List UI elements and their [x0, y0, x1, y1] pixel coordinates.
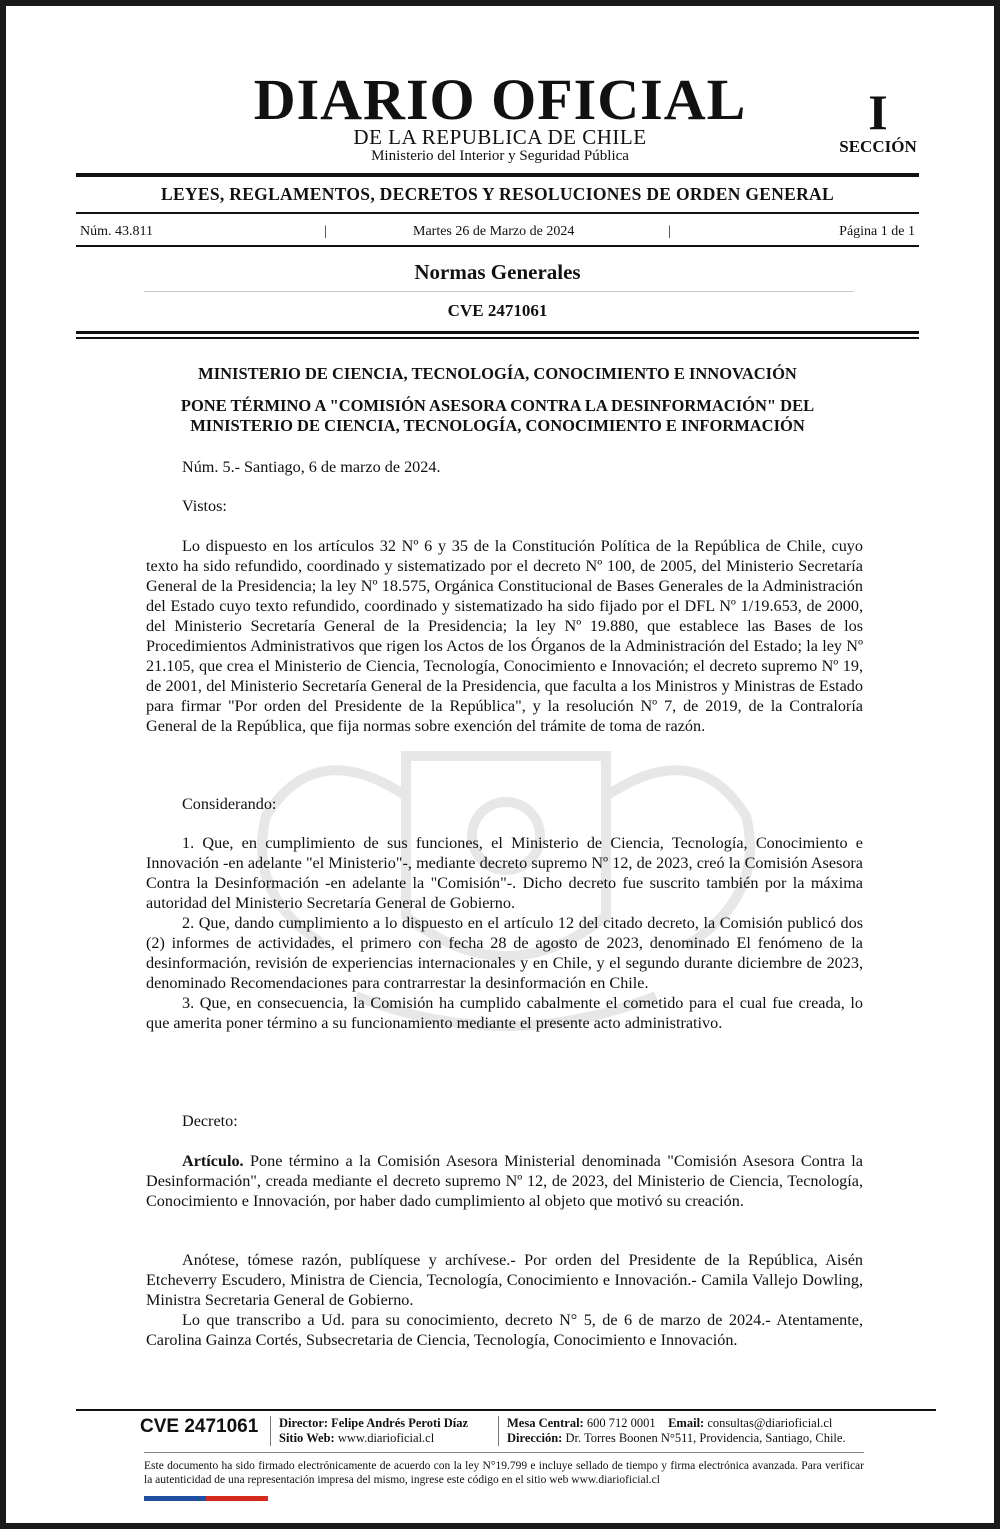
opening-line: Núm. 5.- Santiago, 6 de marzo de 2024.	[182, 458, 441, 476]
decree-title-line: PONE TÉRMINO A "COMISIÓN ASESORA CONTRA LA DESINFORMACIÓN" DEL	[180, 396, 815, 415]
vistos-paragraph: Lo dispuesto en los artículos 32 Nº 6 y 35 de la Constitución Política de la República de Chile, cuyo texto ha sido refundido, coordinado y sistematizado por el decreto Nº 100, de 2005, del Ministerio Secretaría General de la Presidencia; la ley Nº 18.575, Orgánica Constitucional de Bases Generales de la Administración del Estado cuyo texto refundido, coordinado y sistematizado ha sido fijado por el DFL Nº 1/19.653, de 2000, del Ministerio Secretaría General de la Presidencia; la ley Nº 19.880, que establece las Bases de los Procedimientos Administrativos que rigen los Actos de los Órganos de la Administración del Estado; la ley Nº 21.105, que crea el Ministerio de Ciencia, Tecnología, Conocimiento e Innovación; el decreto supremo Nº 19, de 2001, del Ministerio Secretaría General de la Presidencia, que faculta a los Ministros y Ministras de Estado para firmar "Por orden del Presidente de la República", y la resolución Nº 7, de 2019, de la Contraloría General de la República, que fija normas sobre exención del trámite de toma de razón.	[146, 537, 863, 735]
issue-number: Núm. 43.811	[80, 224, 153, 239]
banner-title: LEYES, REGLAMENTOS, DECRETOS Y RESOLUCIONES DE ORDEN GENERAL	[161, 184, 834, 204]
director-label: Director:	[279, 1416, 329, 1430]
masthead-subtitle: DE LA REPUBLICA DE CHILE	[353, 125, 647, 149]
considerando-block	[146, 833, 863, 1033]
director-name: Felipe Andrés Peroti Díaz	[331, 1416, 469, 1430]
category-heading: Normas Generales	[414, 260, 581, 284]
considerando-item: 1. Que, en cumplimiento de sus funciones, el Ministerio de Ciencia, Tecnología, Conocimiento e Innovación -en adelante "el Ministerio"-, mediante decreto supremo Nº 12, de 2023, creó la Comisión Asesora Contra la Desinformación -en adelante la "Comisión"-. Dicho decreto fue suscrito también por la máxima autoridad del Ministerio Secretaría General de Gobierno.	[146, 834, 863, 912]
closing-paragraph: Anótese, tómese razón, publíquese y archívese.- Por orden del Presidente de la República, Aisén Etcheverry Escudero, Ministra de Ciencia, Tecnología, Conocimiento e Innovación.- Camila Vallejo Dowling, Ministra Secretaria General de Gobierno.	[146, 1251, 863, 1309]
considerando-item: 3. Que, en consecuencia, la Comisión ha cumplido cabalmente el cometido para el cual fue creada, lo que amerita poner término a su funcionamiento mediante el presente acto administrativo.	[146, 994, 863, 1032]
considerando-item: 2. Que, dando cumplimiento a lo dispuesto en el artículo 12 del citado decreto, la Comisión publicó dos (2) informes de actividades, el primero con fecha 28 de agosto de 2023, denominado El fenómeno de la desinformación, revisión de experiencias internacionales y en Chile, y el segundo durante diciembre de 2023, denominado Recomendaciones para contrarrestar la desinformación en Chile.	[146, 914, 863, 992]
address-label: Dirección:	[507, 1431, 563, 1445]
decree-title-line: MINISTERIO DE CIENCIA, TECNOLOGÍA, CONOCIMIENTO E INFORMACIÓN	[190, 416, 805, 435]
website-label: Sitio Web:	[279, 1431, 335, 1445]
email-label: Email:	[668, 1416, 705, 1430]
decreto-heading-block	[146, 1111, 863, 1131]
footer-separator	[270, 1416, 271, 1446]
header-double-rule-2	[76, 337, 919, 339]
info-bottom-rule	[76, 245, 919, 247]
cve-code: CVE 2471061	[447, 301, 548, 320]
articulo-label: Artículo.	[182, 1152, 244, 1170]
decree-opening	[146, 457, 863, 477]
email-link[interactable]: consultas@diarioficial.cl	[707, 1416, 833, 1430]
flag-stripe-blue	[144, 1496, 206, 1501]
footer-separator	[498, 1416, 499, 1446]
issue-date: Martes 26 de Marzo de 2024	[413, 224, 575, 239]
flag-stripe-red	[206, 1496, 268, 1501]
considerando-heading: Considerando:	[182, 795, 277, 813]
articulo-block	[146, 1151, 863, 1211]
masthead-title: DIARIO OFICIAL	[253, 67, 747, 132]
website-link[interactable]: www.diarioficial.cl	[337, 1431, 435, 1445]
info-separator: |	[324, 224, 327, 239]
banner-bottom-rule	[76, 212, 919, 214]
info-separator: |	[668, 224, 671, 239]
footer-contact-column	[507, 1416, 846, 1446]
issue-info-bar	[80, 223, 915, 241]
category-divider	[144, 291, 854, 292]
header-double-rule-1	[76, 331, 919, 334]
closing-paragraph: Lo que transcribo a Ud. para su conocimiento, decreto N° 5, de 6 de marzo de 2024.- Atentamente, Carolina Gainza Cortés, Subsecretaria de Ciencia, Tecnología, Conocimiento e Innovación.	[146, 1311, 863, 1349]
vistos-block	[146, 536, 863, 736]
footer-divider	[144, 1452, 864, 1453]
issuing-ministry: MINISTERIO DE CIENCIA, TECNOLOGÍA, CONOCIMIENTO E INNOVACIÓN	[198, 364, 797, 383]
closing-block	[146, 1250, 863, 1350]
decreto-heading: Decreto:	[182, 1112, 238, 1130]
page-indicator: Página 1 de 1	[839, 224, 915, 239]
banner-top-rule	[76, 173, 919, 177]
considerando-heading-block	[146, 794, 863, 814]
section-number: I	[868, 84, 888, 140]
masthead-ministry: Ministerio del Interior y Seguridad Pública	[371, 148, 629, 164]
vistos-heading-block	[146, 496, 863, 516]
decree-title	[76, 396, 919, 436]
legal-notice: Este documento ha sido firmado electrónicamente de acuerdo con la ley N°19.799 e incluye sellado de tiempo y firma electrónica avanzada. Para verificar la autenticidad de una representación impresa del mismo, ingrese este código en el sitio web www.diarioficial.cl	[144, 1460, 864, 1486]
section-label: SECCIÓN	[839, 137, 917, 156]
phone-label: Mesa Central:	[507, 1416, 584, 1430]
articulo-paragraph	[146, 1151, 863, 1211]
vistos-heading: Vistos:	[182, 497, 227, 515]
address-value: Dr. Torres Boonen N°511, Providencia, Santiago, Chile.	[565, 1431, 846, 1445]
articulo-text: Pone término a la Comisión Asesora Ministerial denominada "Comisión Asesora Contra la Desinformación", creada mediante el decreto supremo Nº 12, de 2023, del Ministerio de Ciencia, Tecnología, Conocimiento e Innovación, por haber dado cumplimiento al objeto que motivó su creación.	[146, 1152, 863, 1210]
footer-director-column	[279, 1416, 468, 1446]
footer-rule	[76, 1409, 936, 1411]
phone-value: 600 712 0001	[586, 1416, 656, 1430]
footer-cve: CVE 2471061	[140, 1416, 259, 1437]
